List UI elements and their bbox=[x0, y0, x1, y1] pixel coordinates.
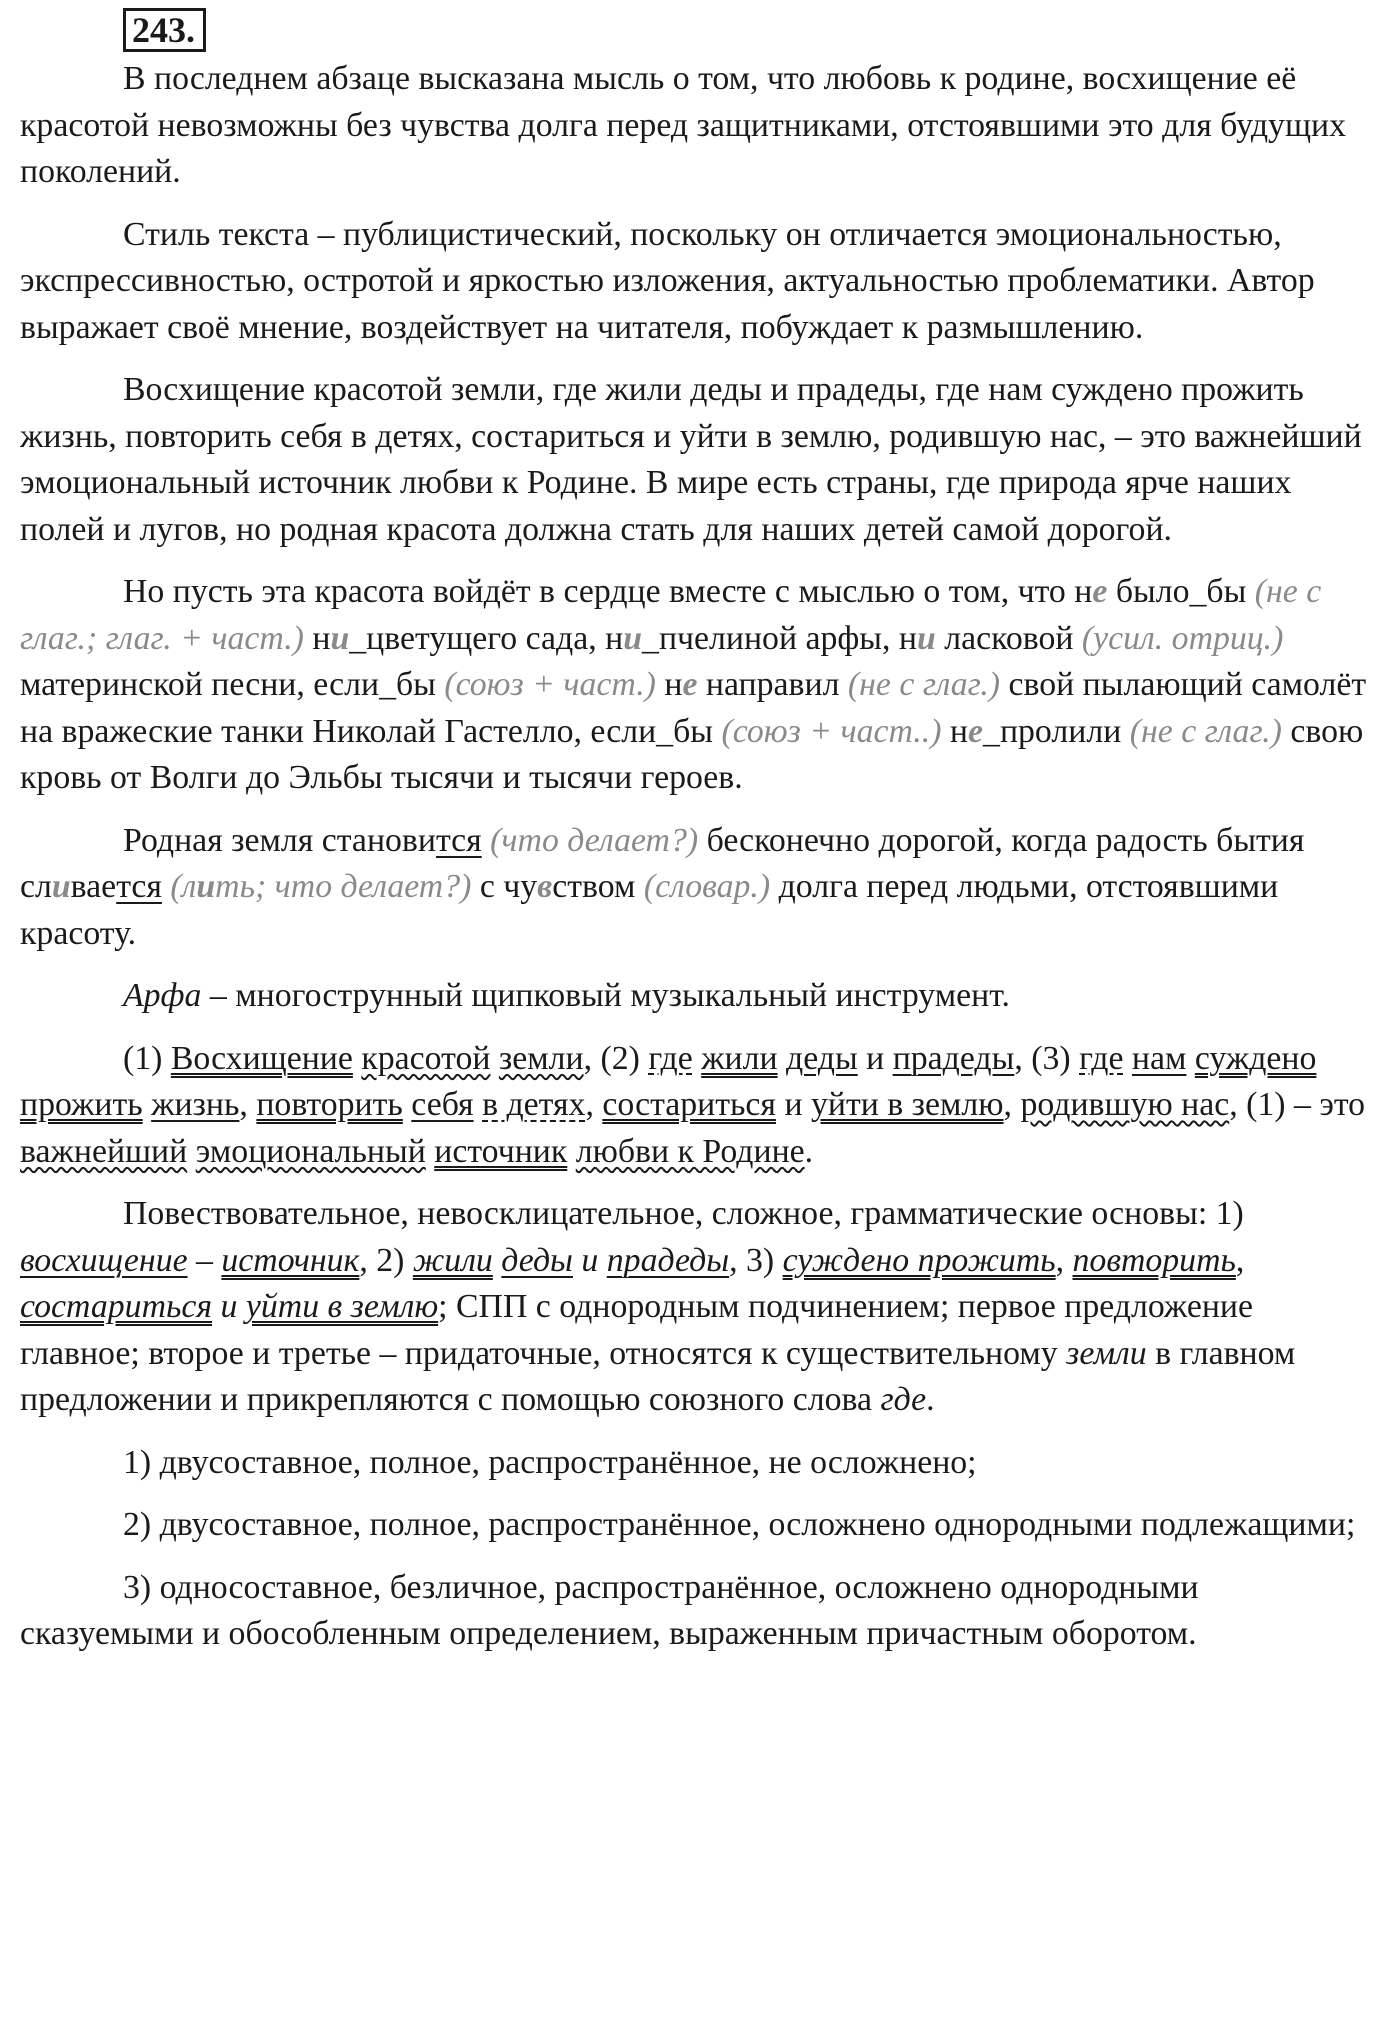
grammar-base: восхищение bbox=[20, 1241, 188, 1279]
circumstance: в детях bbox=[482, 1086, 586, 1123]
grammar-comment: (лить; что делает?) bbox=[170, 868, 472, 905]
grammar-comment: (словар.) bbox=[643, 868, 771, 905]
object: себя bbox=[411, 1086, 474, 1123]
paragraph-6: Арфа – многострунный щипковый музыкальный инструмент. bbox=[123, 977, 1010, 1014]
orthogram: и bbox=[623, 619, 643, 657]
paragraph-9: 1) двусоставное, полное, распространённое, не осложнено; bbox=[123, 1443, 977, 1481]
grammar-base: повторить bbox=[1072, 1241, 1236, 1279]
grammar-comment: (союз + част.) bbox=[444, 666, 656, 703]
paragraph-8-analysis: Повествовательное, невосклицательное, сложное, грамматические основы: 1) восхищение – источник, 2) жили деды и прадеды, 3) суждено прожить, повторить, состариться и уйти в землю; СПП с однородным подчинением; первое предложение главное; второе и третье – придаточные, относятся к существительному земли в главном предложении и прикрепляются с помощью союзного слова где. bbox=[20, 1195, 1296, 1418]
grammar-base: состариться bbox=[20, 1288, 213, 1325]
orthogram: и bbox=[330, 619, 350, 657]
paragraph-10: 2) двусоставное, полное, распространённое, осложнено однородными подлежащими; bbox=[123, 1506, 1356, 1543]
orthogram: и bbox=[51, 868, 71, 905]
grammar-base: прадеды bbox=[606, 1241, 730, 1279]
attribute: любви к Родине bbox=[575, 1132, 805, 1170]
conjunctive-word: где bbox=[880, 1381, 927, 1418]
grammar-base: жили bbox=[412, 1241, 493, 1279]
grammar-comment: (что делает?) bbox=[490, 821, 699, 859]
exercise-number-box bbox=[20, 8, 1375, 52]
paragraph-2: Стиль текста – публицистический, поскольку он отличается эмоциональностью, экспрессивностью, остротой и яркостью изложения, актуальностью проблематики. Автор выражает своё мнение, воздействует на читателя, побуждает к размышлению. bbox=[20, 215, 1315, 346]
orthogram: е bbox=[1092, 573, 1108, 610]
grammar-comment: (не с глаг.; глаг. + част.) bbox=[20, 573, 1322, 657]
attribute: эмоциональный bbox=[195, 1132, 426, 1170]
grammar-base: источник bbox=[221, 1241, 360, 1279]
grammar-comment: (усил. отриц.) bbox=[1081, 619, 1284, 657]
orthogram: е bbox=[968, 712, 984, 750]
attribute: земли bbox=[498, 1039, 584, 1077]
subject: прадеды bbox=[892, 1039, 1015, 1077]
orthogram: и bbox=[917, 619, 936, 657]
paragraph-5: Родная земля становится (что делает?) бесконечно дорогой, когда радость бытия сливается (лить; что делает?) с чувством (словар.) долга перед людьми, отстоявшими красоту. bbox=[20, 821, 1305, 952]
paragraph-7-parsed-sentence: (1) Восхищение красотой земли, (2) где жили деды и прадеды, (3) где нам суждено прожить жизнь, повторить себя в детях, состариться и уйти в землю, родившую нас, (1) – это важнейший эмоциональный источник любви к Родине. bbox=[20, 1039, 1366, 1170]
attribute: важнейший bbox=[20, 1132, 188, 1170]
predicate: состариться bbox=[602, 1086, 776, 1123]
paragraph-3: Восхищение красотой земли, где жили деды и прадеды, где нам суждено прожить жизнь, повторить себя в детях, состариться и уйти в землю, родившую нас, – это важнейший эмоциональный источник любви к Родине. В мире есть страны, где природа ярче наших полей и лугов, но родная красота должна стать для наших детей самой дорогой. bbox=[20, 371, 1362, 548]
ending-marked: тся bbox=[435, 821, 482, 859]
grammar-base: суждено прожить bbox=[782, 1241, 1056, 1279]
subject: Восхищение bbox=[170, 1039, 353, 1077]
paragraph-1: В последнем абзаце высказана мысль о том, что любовь к родине, восхищение её красотой невозможны без чувства долга перед защитниками, отстоявшими это для будущих поколений. bbox=[20, 60, 1346, 190]
orthogram: е bbox=[682, 666, 698, 703]
circumstance: где bbox=[648, 1039, 693, 1077]
paragraph-4: Но пусть эта красота войдёт в сердце вместе с мыслью о том, что не было_бы (не с глаг.; глаг. + част.) ни_цветущего сада, ни_пчелиной арфы, ни ласковой (усил. отриц.) материнской песни, если_бы (союз + част.) не направил (не с глаг.) свой пылающий самолёт на вражеские танки Николай Гастелло, если_бы (союз + част..) не_пролили (не с глаг.) свою кровь от Волги до Эльбы тысячи и тысячи героев. bbox=[20, 573, 1367, 796]
predicate: жили bbox=[701, 1039, 778, 1077]
object: нам bbox=[1131, 1039, 1187, 1077]
circumstance: где bbox=[1079, 1039, 1124, 1077]
orthogram: в bbox=[537, 868, 553, 905]
exercise-number: 243. bbox=[123, 8, 206, 52]
grammar-comment: (союз + част..) bbox=[721, 712, 942, 750]
term: Арфа bbox=[123, 977, 202, 1014]
predicate: уйти в землю bbox=[810, 1086, 1004, 1123]
predicate: источник bbox=[434, 1132, 568, 1170]
predicate: повторить bbox=[256, 1086, 403, 1123]
ending-marked: тся bbox=[116, 868, 162, 905]
grammar-base: деды bbox=[501, 1241, 573, 1279]
object: жизнь bbox=[151, 1086, 240, 1123]
grammar-comment: (не с глаг.) bbox=[1129, 712, 1282, 750]
grammar-base: уйти в землю bbox=[245, 1288, 439, 1325]
predicate: суждено прожить bbox=[20, 1039, 1317, 1123]
attribute: родившую нас bbox=[1020, 1086, 1230, 1123]
attribute: красотой bbox=[361, 1039, 491, 1077]
noun-reference: земли bbox=[1066, 1334, 1147, 1372]
subject: деды bbox=[786, 1039, 858, 1077]
paragraph-11: 3) односоставное, безличное, распространённое, осложнено однородными сказуемыми и обособленным определением, выраженным причастным оборотом. bbox=[20, 1568, 1199, 1652]
page bbox=[20, 8, 1375, 1658]
grammar-comment: (не с глаг.) bbox=[847, 666, 1001, 703]
